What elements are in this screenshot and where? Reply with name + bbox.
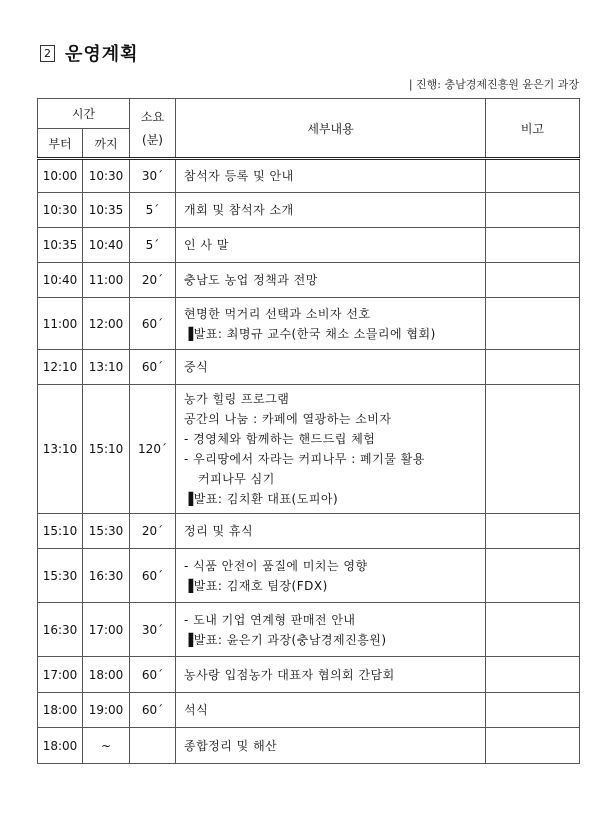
remarks-cell [486,159,580,193]
duration-cell: 60´ [130,693,176,728]
detail-line: 정리 및 휴식 [184,524,254,538]
detail-line: ▐발표: 김치환 대표(도피아) [184,492,339,506]
duration-cell: 120´ [130,385,176,514]
remarks-cell [486,228,580,263]
detail-cell [176,514,486,549]
detail-cell [176,193,486,228]
remarks-cell [486,298,580,350]
remarks-cell [486,657,580,693]
header-to: 까지 [83,129,130,159]
header-duration-bottom: (분) [142,133,163,147]
section-number: 2 [40,45,55,62]
start-time-cell: 15:30 [38,549,83,603]
header-from: 부터 [38,129,83,159]
duration-cell: 60´ [130,657,176,693]
start-time-cell: 10:00 [38,159,83,193]
table-row [38,228,580,263]
table-row [38,159,580,193]
end-time-cell: 13:10 [83,350,130,385]
remarks-cell [486,603,580,657]
remarks-cell [486,728,580,764]
start-time-cell: 10:40 [38,263,83,298]
start-time-cell: 11:00 [38,298,83,350]
header-duration [130,99,176,159]
start-time-cell: 18:00 [38,693,83,728]
detail-line: ▐발표: 최명규 교수(한국 채소 소믈리에 협회) [184,326,436,341]
duration-cell: 60´ [130,549,176,603]
start-time-cell: 18:00 [38,728,83,764]
remarks-cell [486,193,580,228]
remarks-cell [486,693,580,728]
detail-line: 인 사 말 [184,238,229,252]
table-row [38,549,580,603]
remarks-cell [486,514,580,549]
remarks-cell [486,549,580,603]
start-time-cell: 13:10 [38,385,83,514]
header-remarks: 비고 [486,99,580,159]
detail-line: - 도내 기업 연계형 판매전 안내 [184,612,356,627]
organizer-note: | 진행: 충남경제진흥원 윤은기 과장 [408,78,579,91]
detail-cell [176,657,486,693]
duration-cell: 20´ [130,514,176,549]
header-time: 시간 [38,99,130,129]
table-row [38,603,580,657]
duration-cell: 5´ [130,193,176,228]
detail-line: 개회 및 참석자 소개 [184,203,294,217]
header-details: 세부내용 [176,99,486,159]
table-row [38,693,580,728]
detail-line: ▐발표: 김재호 팀장(FDX) [184,578,328,593]
start-time-cell: 12:10 [38,350,83,385]
remarks-cell [486,385,580,514]
end-time-cell: 19:00 [83,693,130,728]
detail-cell [176,385,486,514]
end-time-cell: ~ [83,728,130,764]
start-time-cell: 17:00 [38,657,83,693]
detail-cell [176,228,486,263]
detail-line: 석식 [184,703,209,717]
detail-cell [176,693,486,728]
detail-line: 커피나무 심기 [198,472,275,486]
table-row [38,193,580,228]
detail-cell [176,603,486,657]
detail-line: - 우리땅에서 자라는 커피나무 : 폐기물 활용 [184,452,425,466]
end-time-cell: 10:40 [83,228,130,263]
start-time-cell: 16:30 [38,603,83,657]
detail-cell [176,728,486,764]
table-row [38,728,580,764]
detail-cell [176,263,486,298]
table-row [38,298,580,350]
end-time-cell: 10:35 [83,193,130,228]
detail-line: 참석자 등록 및 안내 [184,169,294,183]
table-row [38,385,580,514]
end-time-cell: 12:00 [83,298,130,350]
start-time-cell: 10:35 [38,228,83,263]
detail-cell [176,298,486,350]
detail-line: 종합정리 및 해산 [184,738,278,753]
detail-line: - 식품 안전이 품질에 미치는 영향 [184,558,368,573]
duration-cell: 60´ [130,350,176,385]
table-row [38,514,580,549]
detail-line: 중식 [184,360,209,374]
duration-cell: 30´ [130,603,176,657]
table-row [38,263,580,298]
detail-cell [176,159,486,193]
detail-line: - 경영체와 함께하는 핸드드립 체험 [184,432,376,446]
page-title: 운영계획 [65,44,139,65]
table-row [38,350,580,385]
detail-cell [176,350,486,385]
duration-cell: 5´ [130,228,176,263]
end-time-cell: 18:00 [83,657,130,693]
remarks-cell [486,263,580,298]
end-time-cell: 15:10 [83,385,130,514]
end-time-cell: 17:00 [83,603,130,657]
detail-line: 충남도 농업 정책과 전망 [184,273,318,287]
detail-line: 공간의 나눔 : 카페에 열광하는 소비자 [184,412,392,426]
end-time-cell: 11:00 [83,263,130,298]
start-time-cell: 15:10 [38,514,83,549]
end-time-cell: 15:30 [83,514,130,549]
duration-cell: 20´ [130,263,176,298]
detail-line: 농사랑 입점농가 대표자 협의회 간담회 [184,667,395,682]
schedule-table [37,98,580,764]
detail-line: 농가 힐링 프로그램 [184,392,290,406]
header-duration-top: 소요 [140,110,165,124]
remarks-cell [486,350,580,385]
detail-line: ▐발표: 윤은기 과장(충남경제진흥원) [184,632,387,647]
duration-cell [130,728,176,764]
duration-cell: 60´ [130,298,176,350]
end-time-cell: 10:30 [83,159,130,193]
schedule-body [38,159,580,764]
detail-line: 현명한 먹거리 선택과 소비자 선호 [184,306,371,321]
table-row [38,657,580,693]
end-time-cell: 16:30 [83,549,130,603]
section-heading [40,40,139,66]
start-time-cell: 10:30 [38,193,83,228]
duration-cell: 30´ [130,159,176,193]
detail-cell [176,549,486,603]
